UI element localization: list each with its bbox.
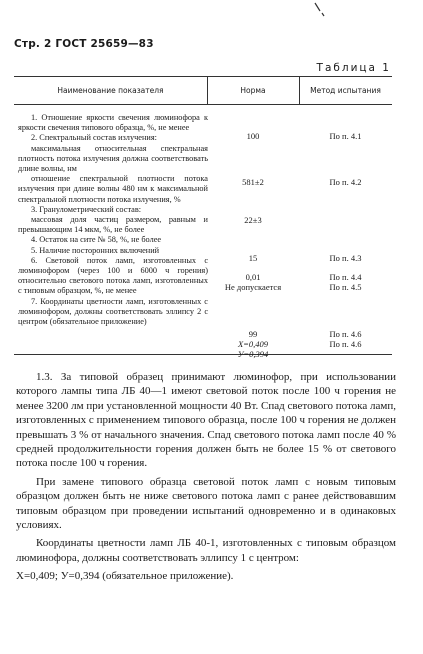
- norm-value: 100: [246, 131, 260, 141]
- paragraph: 1.3. За типовой образец принимают люминофор, при использовании которого лампы типа ЛБ 40—1 имеют световой поток после 100 ч горения не менее 3200 лм при установленной мощности 40 Вт. Спад светового потока ламп, изготовленных с применением типового образца, после 100 ч горения не должен превышать 3 % от начального значения. Спад светового потока ламп после 40 % средней продолжительности горения должен быть не более 15 % от светового потока после 100 ч горения.: [16, 371, 396, 470]
- table-header-rule: [14, 104, 392, 105]
- body-text: [16, 370, 396, 584]
- norm-value: У=0,394: [237, 349, 269, 359]
- method-value: По п. 4.2: [329, 177, 362, 187]
- paragraph: X=0,409; У=0,394 (обязательное приложение).: [16, 570, 234, 583]
- method-value: По п. 4.5: [329, 282, 362, 292]
- norm-value: X=0,409: [237, 339, 269, 349]
- page-header: Стр. 2 ГОСТ 25659—83: [14, 38, 154, 50]
- method-value: По п. 4.6: [329, 329, 362, 339]
- norm-value: 99: [248, 329, 258, 339]
- table-row: массовая доля частиц размером, равным и превышающим 14 мкм, %, не более: [18, 215, 208, 235]
- paragraph: При замене типового образца световой поток ламп с новым типовым образцом должен быть не ниже светового потока ламп с ранее действовавшим типовым образцом при проведении испытаний одновременно и в одинаковых условиях.: [16, 475, 396, 532]
- table-row: 1. Отношение яркости свечения люминофора к яркости свечения типового образца, %, не менее: [18, 113, 208, 133]
- norm-value: Не допускается: [224, 282, 282, 292]
- norm-value: 15: [248, 253, 258, 263]
- table-row: 3. Гранулометрический состав:: [31, 204, 142, 214]
- column-header-indicator: Наименование показателя: [57, 86, 164, 95]
- table-row: 4. Остаток на сите № 58, %, не более: [31, 235, 162, 245]
- table-bottom-rule: [14, 354, 392, 355]
- column-header-method: Метод испытания: [310, 86, 381, 95]
- paragraph: Координаты цветности ламп ЛБ 40-1, изготовленных с типовым образцом люминофора, должны соответствовать эллипсу 1 с центром:: [16, 537, 396, 564]
- norm-value: 581±2: [242, 177, 264, 187]
- table-row: 6. Световой поток ламп, изготовленных с люминофором (через 100 и 6000 ч горения) относительно светового потока ламп, изготовленных с типовым образцом, %, не менее: [18, 255, 208, 296]
- indicator-column: [18, 113, 208, 327]
- table-row: 5. Наличие посторонних включений: [31, 245, 160, 255]
- column-header-norm: Норма: [240, 86, 266, 95]
- table-row: максимальная относительная спектральная плотность потока излучения должна соответствовать длине волны, нм: [18, 143, 208, 174]
- table-top-rule: [14, 76, 392, 77]
- method-value: По п. 4.6: [329, 339, 362, 349]
- method-value: По п. 4.1: [329, 131, 362, 141]
- method-value: По п. 4.3: [329, 253, 362, 263]
- norm-value: 22±3: [244, 215, 262, 225]
- table-row: 7. Координаты цветности ламп, изготовленных с люминофором, должны соответствовать эллипсу 2 с центром (обязательное приложение): [18, 296, 208, 327]
- pen-mark: [313, 2, 327, 18]
- table-caption: Таблица 1: [316, 62, 391, 74]
- specification-table: [14, 76, 392, 359]
- norm-value: 0,01: [245, 272, 261, 282]
- table-row: 2. Спектральный состав излучения:: [31, 133, 157, 143]
- table-row: отношение спектральной плотности потока излучения при длине волны 480 нм к максимальной спектральной плотности потока излучения, %: [18, 174, 208, 204]
- method-value: По п. 4.4: [329, 272, 362, 282]
